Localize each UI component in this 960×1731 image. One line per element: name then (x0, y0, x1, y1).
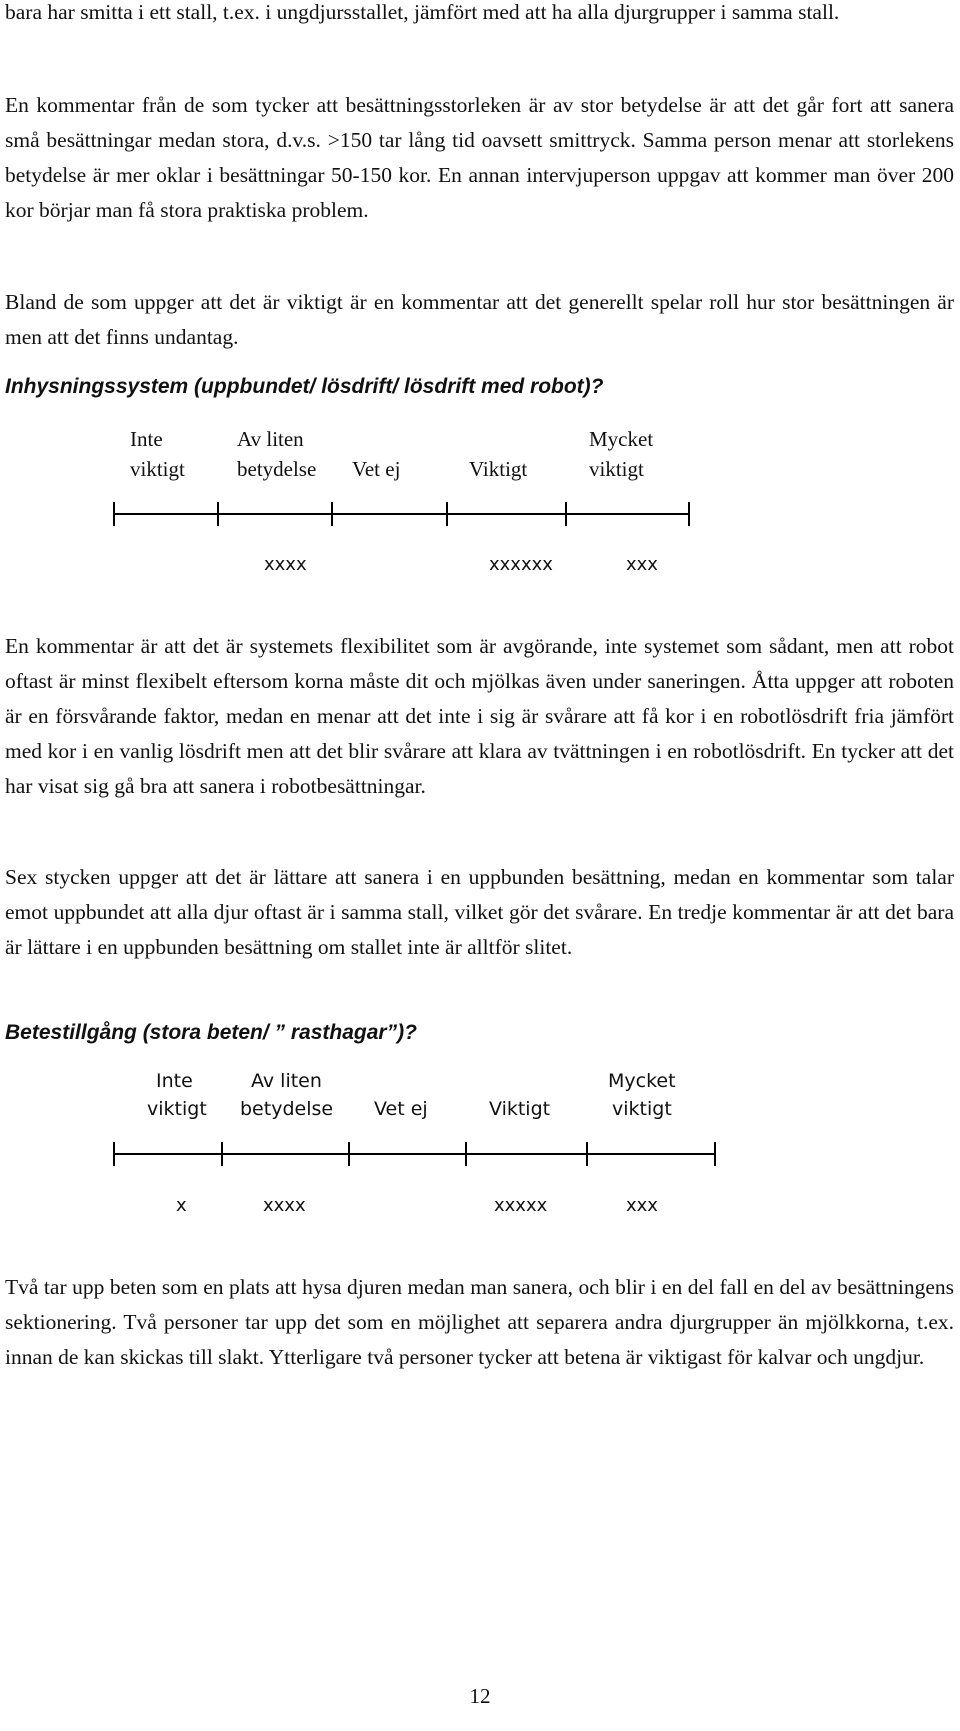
scale1-count-av-liten: xxxx (264, 554, 307, 575)
paragraph-pasture: Två tar upp beten som en plats att hysa djuren medan man sanera, och blir i en del fall en del av besättningens sektionering. Två personer tar upp det som en möjlighet att separera andra djurgrupper än mjölkkorna, t.ex. innan de kan skickas till slakt. Ytterligare två personer tycker att betena är viktigast för kalvar och ungdjur. (5, 1275, 954, 1369)
scale1-label-vet-ej: Vet ej (352, 457, 401, 481)
heading-pasture: Betestillgång (stora beten/ ” rasthagar”)? (5, 1021, 417, 1044)
scale2-count-viktigt: xxxxx (494, 1195, 548, 1216)
scale1-label-av-liten: Av liten (237, 427, 304, 451)
scale2-label-inte: Inte (156, 1070, 193, 1092)
scale2-label-inte-viktigt: viktigt (147, 1098, 207, 1120)
heading-housing-system: Inhysningssystem (uppbundet/ lösdrift/ lösdrift med robot)? (5, 375, 604, 398)
scale2-label-av-liten: Av liten (251, 1070, 322, 1092)
scale1-label-inte-viktigt: viktigt (130, 457, 185, 481)
scale1-count-viktigt: xxxxxx (489, 554, 553, 575)
scale2-label-betydelse: betydelse (240, 1098, 334, 1120)
scale1-count-mycket: xxx (626, 554, 658, 575)
scale2-label-vet-ej: Vet ej (374, 1098, 428, 1120)
paragraph-robot: En kommentar är att det är systemets flexibilitet som är avgörande, inte systemet som sådant, men att robot oftast är minst flexibelt eftersom korna måste dit och mjölkas även under saneringen. Åtta uppger att roboten är en försvårande faktor, medan en menar att det inte i sig är svårare att få kor i en robotlösdrift fria jämfört med kor i en vanlig lösdrift men att det blir svårare att klara av tvättningen i en robotlösdrift. En tycker att det har visat sig gå bra att sanera i robotbesättningar. (5, 634, 954, 798)
scale2-count-av-liten: xxxx (263, 1195, 306, 1216)
scale2-count-mycket: xxx (626, 1195, 658, 1216)
paragraph-tied-stall: Sex stycken uppger att det är lättare att sanera i en uppbunden besättning, medan en kommentar som talar emot uppbundet att alla djur oftast är i samma stall, vilket gör det svårare. En tredje kommentar är att det bara är lättare i en uppbunden besättning om stallet inte är alltför slitet. (5, 865, 954, 959)
scale2-count-inte: x (176, 1195, 187, 1216)
scale1-label-mycket: Mycket (589, 427, 654, 451)
paragraph-importance: Bland de som uppger att det är viktigt är en kommentar att det generellt spelar roll hur stor besättningen är men att det finns undantag. (5, 290, 954, 349)
scale2-label-mycket: Mycket (608, 1070, 676, 1092)
scale2-label-mycket-viktigt: viktigt (612, 1098, 672, 1120)
scale1-label-betydelse: betydelse (237, 457, 317, 481)
paragraph-herd-size: En kommentar från de som tycker att besättningsstorleken är av stor betydelse är att det går fort att sanera små besättningar medan stora, d.v.s. >150 tar lång tid oavsett smittryck. Samma person menar att storlekens betydelse är mer oklar i besättningar 50-150 kor. En annan intervjuperson uppgav att kommer man över 200 kor börjar man få stora praktiska problem. (5, 93, 954, 222)
page-number: 12 (469, 1684, 491, 1708)
scale1-label-inte: Inte (130, 427, 163, 451)
paragraph-intro: bara har smitta i ett stall, t.ex. i ungdjursstallet, jämfört med att ha alla djurgrupper i samma stall. (5, 0, 840, 24)
scale1-label-mycket-viktigt: viktigt (589, 457, 644, 481)
scale1-label-viktigt: Viktigt (469, 457, 528, 481)
scale2-label-viktigt: Viktigt (489, 1098, 551, 1120)
